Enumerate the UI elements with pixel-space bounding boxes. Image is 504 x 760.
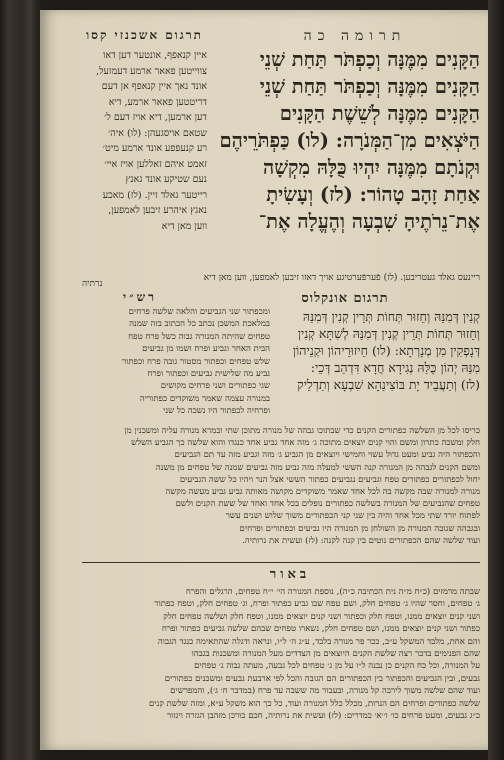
catchword: נרתיה [82, 279, 103, 289]
rashi-full-line: מנורה למנורה שבה מקשה בה לכל אחד שאמר משוקדים מקושה מאותה גביע גביע מעשה מקשה [165, 487, 480, 498]
onkelos-line: מִנַּהּ יְהוֹן כֻּלַּהּ נְגִידָא חֲדָא דִּדְהַב דְּכֵי: [310, 360, 480, 375]
yiddish-line: רע קנעפפע אונד ארמע מיט׳ [102, 143, 207, 154]
biur-line: שהם הפנימים בדבר רצה שלשת הקנים היוצאים מן הצדדים מעל המנורה ומשכנות בגבהו [191, 649, 480, 660]
rashi-line: שגי כפתורים ושני פרחים מקושים [160, 381, 270, 392]
torah-line: הַיֹּצְאִים מִן־הַמְּנֹרָה: (לו) כַּפְתֹּרֵיהֶם [219, 129, 480, 152]
section-divider [82, 562, 480, 563]
onkelos-line: קְנִין דְּמִנַּהּ וְחֵזוּר תְּחוֹת תְּרֵין קְנִין דְּמִנַּהּ [302, 309, 480, 324]
onkelos-text [280, 308, 480, 393]
onkelos-title: תרגום אונקלוס [301, 291, 389, 306]
yiddish-line: אונד נאך איין קנאפף אן דעם [101, 81, 207, 92]
book-edge [488, 0, 504, 760]
biur-title: באור [269, 567, 311, 582]
onkelos-line: וְחֵזוּר תְּחוֹת תְּרֵין קְנִין דְּמִנַּהּ לְשִׁתָּא קְנִין [297, 326, 480, 341]
torah-line: הַקָּנִים מִמֶּנָּה לְשֵׁשֶׁת הַקָּנִים [279, 102, 480, 125]
yiddish-line: נעם שטיקע אונד גאנץ [125, 174, 207, 185]
torah-line: וּקְנֹתָם מִמֶּנָּה יִהְיוּ כֻּלָּהּ מִקְשָׁה [263, 156, 480, 179]
rashi-full-line: ובגבהה שגובה המנורה מן השולחן מן המנורה היו גביעים וכפתורים ופרחים [239, 523, 480, 534]
biur-line: על המנורה, וכל כח הקנים כן נבנה ל״ו על מן ג׳ טפחים לכל גבעה, מעתה גבוה ג׳ טפחים [194, 661, 480, 672]
rashi-full-line: כריסו לכל מן השלשה כפתורים הקנים כדי שבתוכו גבהה של מנורה מתוכן שתי וכמרא מנורה עליה ומשכנין מן [124, 426, 480, 436]
rashi-line: שלש טפחים וכפתור מסטור גובה פרח וכפתור [122, 356, 270, 367]
torah-line: הַקָּנִים מִמֶּנָּה וְכַפְתֹּר תַּחַת שְׁנֵי [259, 75, 480, 98]
page-header-left: תרגום אשכנזי קסו [86, 28, 203, 42]
torah-line: הַקָּנִים מִמֶּנָּה וְכַפְתֹּר תַּחַת שְׁנֵי [259, 48, 480, 71]
biur-line: כפתור ושני קנים יוצאים ממנו, ושם טפחים חלק, נשארו טפחים שבהם שלשה גביעים כפתור ופרח [161, 624, 480, 635]
rashi-title: רש״י [122, 290, 158, 304]
yiddish-full-line: ריינעס גאלד געטריבען. (לז) פֿערפֿערטיגע אויך דאזו זיבען לאמפען, ווען מאן דיא [203, 273, 480, 283]
yiddish-line: דען ארמען, דיא אויז דעם ל׳ [104, 112, 207, 123]
onkelos-line: דְּנָפְקִין מִן מְנָרְתָא: (לו) חֵיזוּרֵיהוֹן וּקְנֵיהוֹן [292, 343, 480, 358]
biur-line: שבתה מרמזים (כ״ח מ״ה נית הכתיבה כ״ה), נוספת המנורה הי׳ י״ח טפחים, הרגלים והפרח [185, 587, 480, 597]
rashi-full-line: ועוד שלשה שהם הכפתורים נוטים בין קנה לקנה: (לז) ועשית את נרותיה. [242, 535, 480, 546]
rashi-full-line: והכפתור היה גביע ומעט גדול עשוי וחמישי ויוצאים מן הגביע ג׳ מזה וגביע מזה עד תם הגביעים [174, 450, 480, 461]
rashi-full-line: לפתוח יורד שתי מכל אחד והיה בין שני קני הכפתורים משוך שלוש ושנים עשר [225, 511, 480, 522]
torah-line: אֶת־נֵרֹתֶיהָ שִׁבְעָה וְהֶעֱלָה אֶת־ [258, 210, 480, 233]
rashi-full-line: טפחים שהגביעים של המנורה בשלשה כפתורים נופלים בכל אחד ואחד של ששת הקנים ולשם [175, 499, 480, 510]
rashi-line: במנורה עצמה שאמר משוקדים כפתוריה [139, 393, 270, 404]
yiddish-line: ווען מאן דיא [161, 220, 207, 232]
biur-line: גבעים, ובין הגביעים והכפתור בין הכפתורים הם הגובה והכל לפי ארבעת גבעים ומשכנים כפתורים [164, 673, 480, 684]
biur-line: ושני קנים יוצאים ממנו, וטפח חלק וכפתור ושני קנים יוצאים ממנו, וטפח חלק ושלשה טפחים חלק [163, 611, 480, 622]
rashi-line: הבית האחר וגביע ופרח ושמו מן גביעים [142, 344, 270, 355]
yiddish-line: רייטער גאלד זיין. (לז) מאכע [102, 189, 207, 201]
yiddish-continuation [82, 272, 480, 283]
onkelos-line: (לז) וְתַעֲבֵיד יָת בּוֹצִינַהָא שִׁבְעָא וְתַדְלֵיק [297, 377, 480, 392]
biur-line: ועוד שהם שלשה משוך לירבה קל מנורה, ובעבור מה ששבה עד פרח (במדבר ח׳ ג׳), והמפרשים [170, 686, 480, 697]
yiddish-line: שטאם אויסגעהן: (לו) איה׳ [108, 127, 207, 139]
yiddish-line: נאגץ איהרע זיבען לאמפען, [108, 205, 207, 216]
rashi-line: במלאכת המשכן נכתב כל הכתוב בזה שמנה [129, 319, 270, 330]
rashi-line: גביע מה שלישית גביעים וכפתור ופרח [147, 369, 270, 380]
yiddish-line: צווייטען פאאר ארמע דעמזעל, [96, 65, 207, 77]
yiddish-line: דריטטען פאאר ארמע, דיא [108, 96, 207, 108]
biur-line: והם אחת, מלבד המשקל ע״ב, ככר פר מנורה בלבד, ע״ג ה׳ ל״ו, ונראה ודגלה שהתאימה כנגד הגבוה [157, 636, 480, 647]
book-page [40, 10, 488, 750]
yiddish-line: זאמט איהם זאללען אויז איי׳ [104, 158, 207, 170]
rashi-line: ומכפתור שני הגביעים והלאה שלשה פרחים [128, 307, 270, 317]
torah-text [210, 46, 480, 235]
rashi-full-line: ומשם הקנים לגבהה מן המנורה קנה הששי למעלה מזה גביע מזה גביעים שמנה של טפחים מן משנה [155, 462, 480, 473]
rashi-line: טפחים שהיתה המנורה גבוה כשל פרח טפח [128, 331, 270, 342]
biur-line: ג׳ טפחים, וחסר שהיו ג׳ טפחים חלק, ושם טפח שבו גביע כפתור ופרח, וג׳ טפחים חלק, וטפח כפתור [154, 599, 480, 610]
yiddish-translation [82, 48, 207, 234]
rashi-line: ופרחיה לכפתור היו נשכה כל שני [163, 406, 270, 417]
page-header-right: תרומה כה [303, 28, 407, 44]
biur-line: כ״ג גבעים, ומעט פרחים כו׳ ו׳׳א׳ כמדרים: (לז) ועשית את נרותיה, חכם כורכן מזהבן הגזרה ויגזור [166, 711, 480, 722]
rashi-text-full [82, 425, 480, 547]
biur-line: שלשה כפתורים ופרחים הם הנרות, מכלל כלל המנורה ועוד, כל כך הוא משקל ע״א, ומזה שלשת קנים [149, 698, 480, 709]
rashi-full-line: יחול לכפתורים כפתורים טפח וגביעים נגביעים כפתור הששי אצל הנר ויהיו כל ששה הגביעים [179, 474, 480, 485]
rashi-text-column [82, 306, 270, 418]
yiddish-line: איין קנאפף, אונטער דען דאו [102, 50, 207, 61]
rashi-full-line: חלק ומשכה כתרון ומשם והוי קנים יוצאים מתוכה ג׳ מזה אחד גביע אחד כנגדו והוא שלשה כך הגביע השלש [131, 438, 480, 449]
biur-text [82, 586, 480, 722]
torah-line: אַחַת זָהָב טָהוֹר: (לז) וְעָשִׂיתָ [266, 183, 480, 206]
